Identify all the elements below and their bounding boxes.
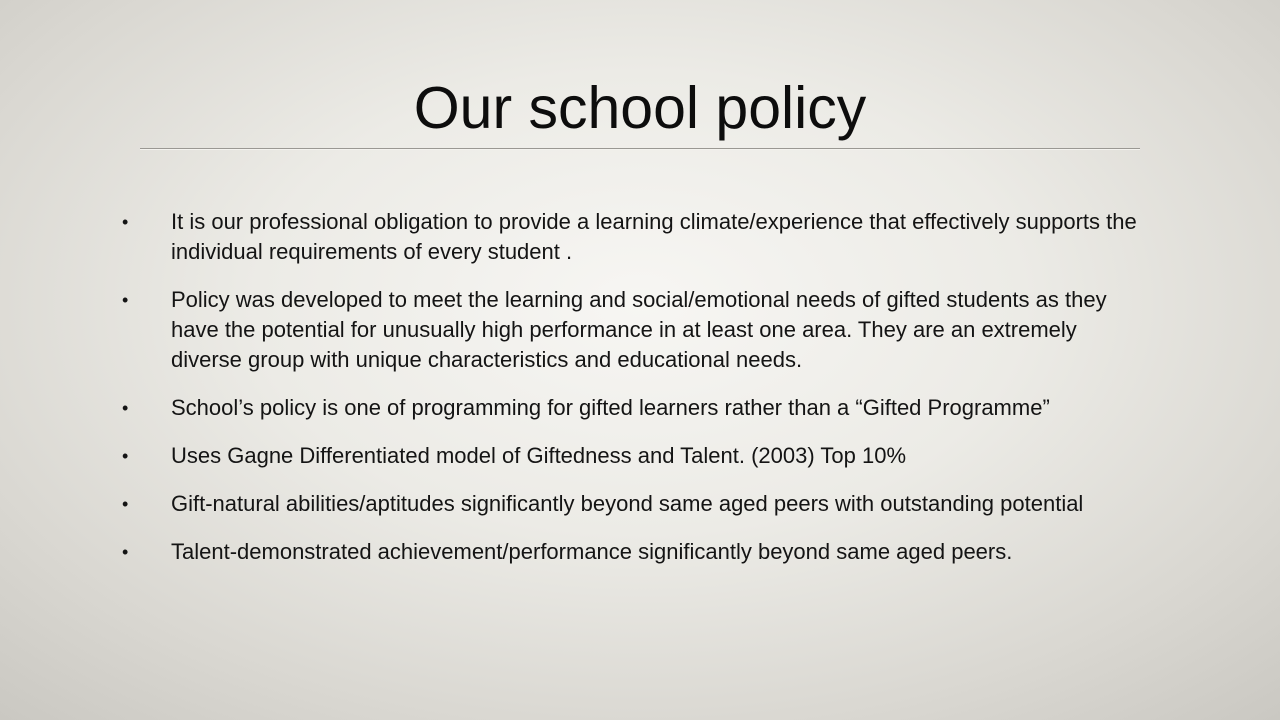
bullet-text: Uses Gagne Differentiated model of Giftedness and Talent. (2003) Top 10% — [171, 443, 907, 468]
slide-title: Our school policy — [413, 75, 867, 141]
title-divider — [140, 148, 1140, 150]
bullet-item — [119, 207, 1139, 267]
bullet-dot-icon: • — [122, 212, 129, 232]
bullet-text: School’s policy is one of programming for gifted learners rather than a “Gifted Programme” — [171, 395, 1050, 420]
bullet-text: Policy was developed to meet the learning and social/emotional needs of gifted students as they have the potential for unusually high performance in at least one area. They are an extremely diverse group with unique characteristics and educational needs. — [171, 287, 1107, 372]
bullet-dot-icon: • — [122, 290, 129, 310]
bullet-list — [119, 207, 1139, 585]
bullet-text: Talent-demonstrated achievement/performance significantly beyond same aged peers. — [171, 539, 1013, 564]
bullet-item — [119, 537, 1139, 567]
bullet-item — [119, 489, 1139, 519]
bullet-item — [119, 393, 1139, 423]
bullet-item — [119, 441, 1139, 471]
bullet-dot-icon: • — [122, 398, 129, 418]
bullet-text: Gift-natural abilities/aptitudes significantly beyond same aged peers with outstanding potential — [171, 491, 1084, 516]
bullet-dot-icon: • — [122, 542, 129, 562]
bullet-dot-icon: • — [122, 446, 129, 466]
bullet-dot-icon: • — [122, 494, 129, 514]
bullet-text: It is our professional obligation to provide a learning climate/experience that effectively supports the individual requirements of every student . — [171, 209, 1137, 264]
bullet-item — [119, 285, 1139, 375]
